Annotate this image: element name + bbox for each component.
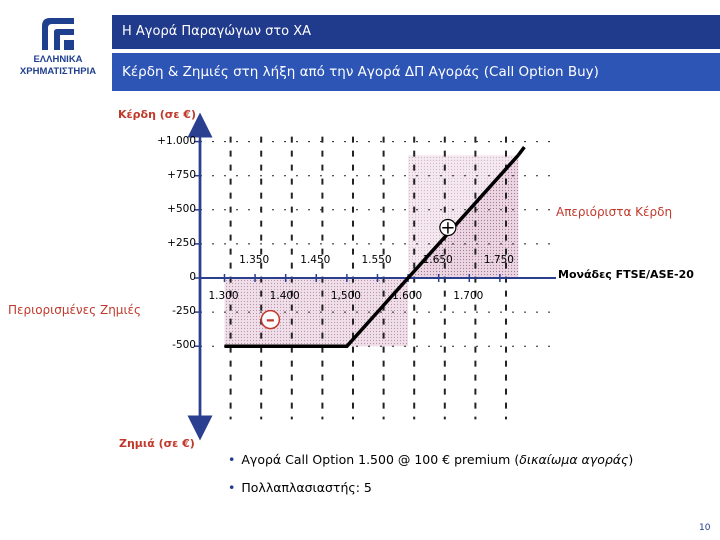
logo-line1: ΕΛΛΗΝΙΚΑ xyxy=(33,54,83,65)
y-tick-label: +750 xyxy=(167,168,196,181)
page-title: Η Αγορά Παραγώγων στο ΧΑ xyxy=(112,15,720,49)
y-tick-label: +500 xyxy=(167,202,196,215)
loss-annotation: Περιορισμένες Ζημιές xyxy=(8,303,142,317)
x-tick-label-lower: 1.700 xyxy=(453,290,484,302)
y-tick-label: +250 xyxy=(167,236,196,249)
x-tick-label-lower: 1,500 xyxy=(330,290,361,302)
y-tick-label: -250 xyxy=(172,305,196,318)
page-number: 10 xyxy=(699,523,711,533)
bullet-1-italic: δικαίωμα αγοράς xyxy=(519,452,629,467)
y-tick-label: 0 xyxy=(189,271,196,283)
logo-line2: ΧΡΗΜΑΤΙΣΤΗΡΙΑ xyxy=(19,66,97,77)
bullet-1-end: ) xyxy=(628,452,634,467)
x-tick-label-lower: 1.300 xyxy=(208,290,239,302)
bullet-2 xyxy=(228,480,372,495)
y-axis-title-bottom: Ζημιά (σε €) xyxy=(119,437,195,450)
bullet-dot: • xyxy=(228,452,236,467)
plus-sign: + xyxy=(440,217,456,239)
bullet-1 xyxy=(228,452,633,467)
minus-sign: – xyxy=(265,309,275,331)
x-tick-label-upper: 1.650 xyxy=(422,254,453,266)
bullet-1-text: Αγορά Call Option 1.500 @ 100 € premium ( xyxy=(241,452,520,467)
y-axis-title-top: Κέρδη (σε €) xyxy=(118,108,196,121)
x-axis-title: Μονάδες FTSE/ASE-20 xyxy=(558,268,694,281)
bullet-dot: • xyxy=(228,480,236,495)
x-tick-label-lower: 1.400 xyxy=(269,290,300,302)
payoff-line-extension xyxy=(518,147,524,155)
x-tick-label-upper: 1.550 xyxy=(361,254,392,266)
x-tick-label-lower: 1.600 xyxy=(392,290,423,302)
bullet-2-text: Πολλαπλασιαστής: 5 xyxy=(241,480,372,495)
y-tick-label: +1.000 xyxy=(157,134,196,147)
page-subtitle: Κέρδη & Ζημιές στη λήξη από την Αγορά ΔΠ Αγοράς (Call Option Buy) xyxy=(112,53,720,91)
y-tick-label: -500 xyxy=(172,339,196,352)
x-tick-label-upper: 1.350 xyxy=(239,254,270,266)
x-tick-label-upper: 1.750 xyxy=(483,254,514,266)
x-tick-label-upper: 1.450 xyxy=(300,254,331,266)
profit-annotation: Απεριόριστα Κέρδη xyxy=(556,205,673,219)
